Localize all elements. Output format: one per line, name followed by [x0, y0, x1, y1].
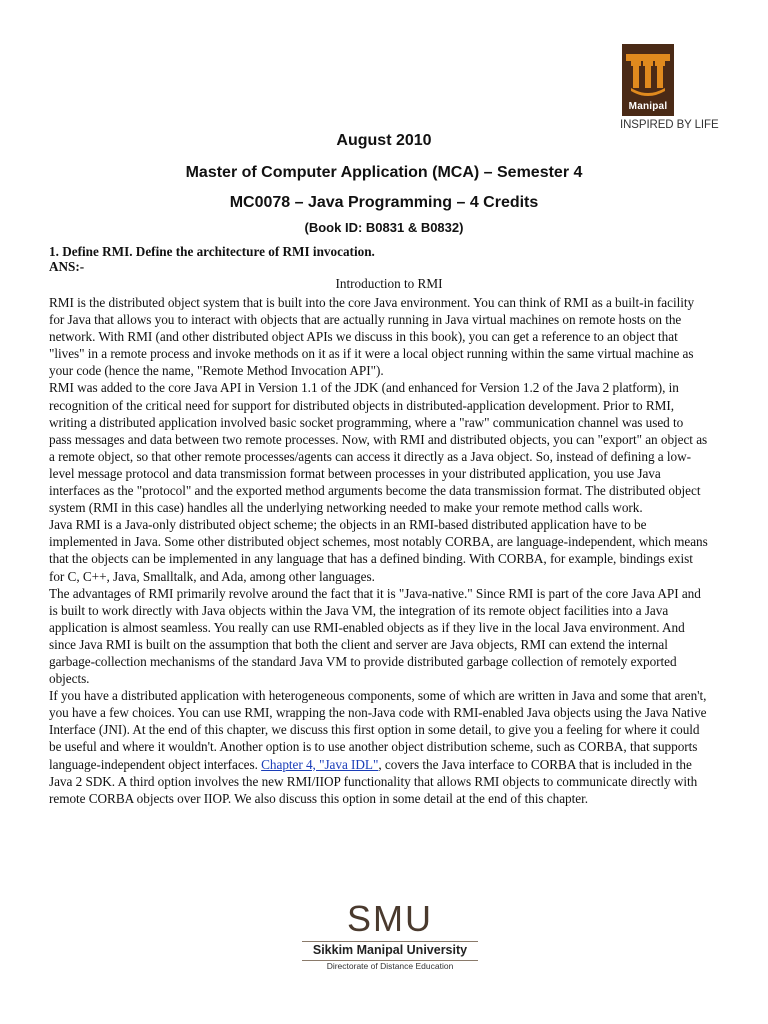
smu-logo-mark: SMU: [347, 898, 433, 939]
paragraph-text: If you have a distributed application with heterogeneous components, some of which are written in Java and some that aren't, you have a few choices. You can use RMI, wrapping the non-Java code with RMI-enabled Java objects using the Java Native Interface (JNI). At the end of this chapter, we discuss this first option in some detail, to give you a feeling for where it could be useful and where it wouldn't. Another option is to use another object distribution scheme, such as CORBA, that supports language-independent object interfaces.: [49, 688, 707, 772]
paragraph: RMI is the distributed object system that is built into the core Java environment. You can think of RMI as a built-in facility for Java that allows you to interact with objects that are actually running in Java virtual machines on remote hosts on the network. With RMI (and other distributed object APIs we discuss in this book), you can get a reference to an object that "lives" in a remote process and invoke methods on it as if it were a local object running within the same virtual machine as your code (hence the name, "Remote Method Invocation API").: [49, 295, 695, 379]
paragraph: Java RMI is a Java-only distributed object scheme; the objects in an RMI-based distributed application have to be implemented in Java. Some other distributed object schemes, most notably CORBA, are language-independent, which means that the objects can be implemented in any language that has a defined binding. With CORBA, for example, bindings exist for C, C++, Java, Smalltalk, and Ada, among other languages.: [49, 517, 708, 584]
chapter-4-java-idl-link[interactable]: Chapter 4, "Java IDL": [261, 756, 379, 772]
divider: [302, 941, 478, 942]
directorate-name: Directorate of Distance Education: [326, 961, 454, 971]
program-title: Master of Computer Application (MCA) – Semester 4: [185, 164, 583, 181]
paragraph-text: , covers the Java interface to CORBA that is included in the Java 2 SDK. A third option involves the new RMI/IIOP functionality that allows RMI objects to communicate directly with remote CORBA objects over IIOP. We also discuss this option in some detail at the end of this chapter.: [49, 756, 698, 806]
book-id: (Book ID: B0831 & B0832): [304, 220, 464, 235]
answer-label: ANS:-: [49, 259, 85, 274]
university-name: Sikkim Manipal University: [312, 943, 468, 957]
question-block: [49, 244, 729, 292]
question-title: 1. Define RMI. Define the architecture of RMI invocation.: [49, 244, 375, 259]
manipal-emblem-icon: [622, 44, 674, 102]
exam-date: August 2010: [336, 132, 432, 149]
answer-body: [49, 294, 709, 807]
section-heading: Introduction to RMI: [335, 276, 443, 291]
smu-logo: [300, 898, 480, 975]
paragraph: RMI was added to the core Java API in Version 1.1 of the JDK (and enhanced for Version 1.2 of the Java 2 platform), in recognition of the critical need for support for distributed objects in distributed-application development. Prior to RMI, writing a distributed application involved basic socket programming, where a "raw" communication channel was used to pass messages and data between two remote processes. Now, with RMI and distributed objects, you can "export" an object as a remote object, so that other remote processes/agents can access it directly as a Java object. So, instead of defining a low-level message protocol and data transmission format between processes in your distributed application, you use Java interfaces as the "protocol" and the exported method arguments become the data transmission format. The distributed object system (RMI in this case) handles all the underlying networking needed to make your remote method calls work.: [49, 380, 708, 516]
paragraph-last: [49, 687, 709, 807]
paragraph: The advantages of RMI primarily revolve around the fact that it is "Java-native." Since RMI is part of the core Java API and is built to work directly with Java objects within the Java VM, the integration of its remote object facilities into a Java application is almost seamless. You really can use RMI-enabled objects as if they live in the local Java environment. And since Java RMI is built on the assumption that both the client and server are Java objects, RMI can extend the internal garbage-collection mechanisms of the standard Java VM to provide distributed garbage collection of remotely exported objects.: [49, 585, 701, 687]
manipal-logo-name: Manipal: [628, 101, 668, 112]
course-title: MC0078 – Java Programming – 4 Credits: [229, 194, 539, 211]
manipal-tagline: INSPIRED BY LIFE: [620, 119, 719, 131]
manipal-logo: [620, 44, 730, 136]
